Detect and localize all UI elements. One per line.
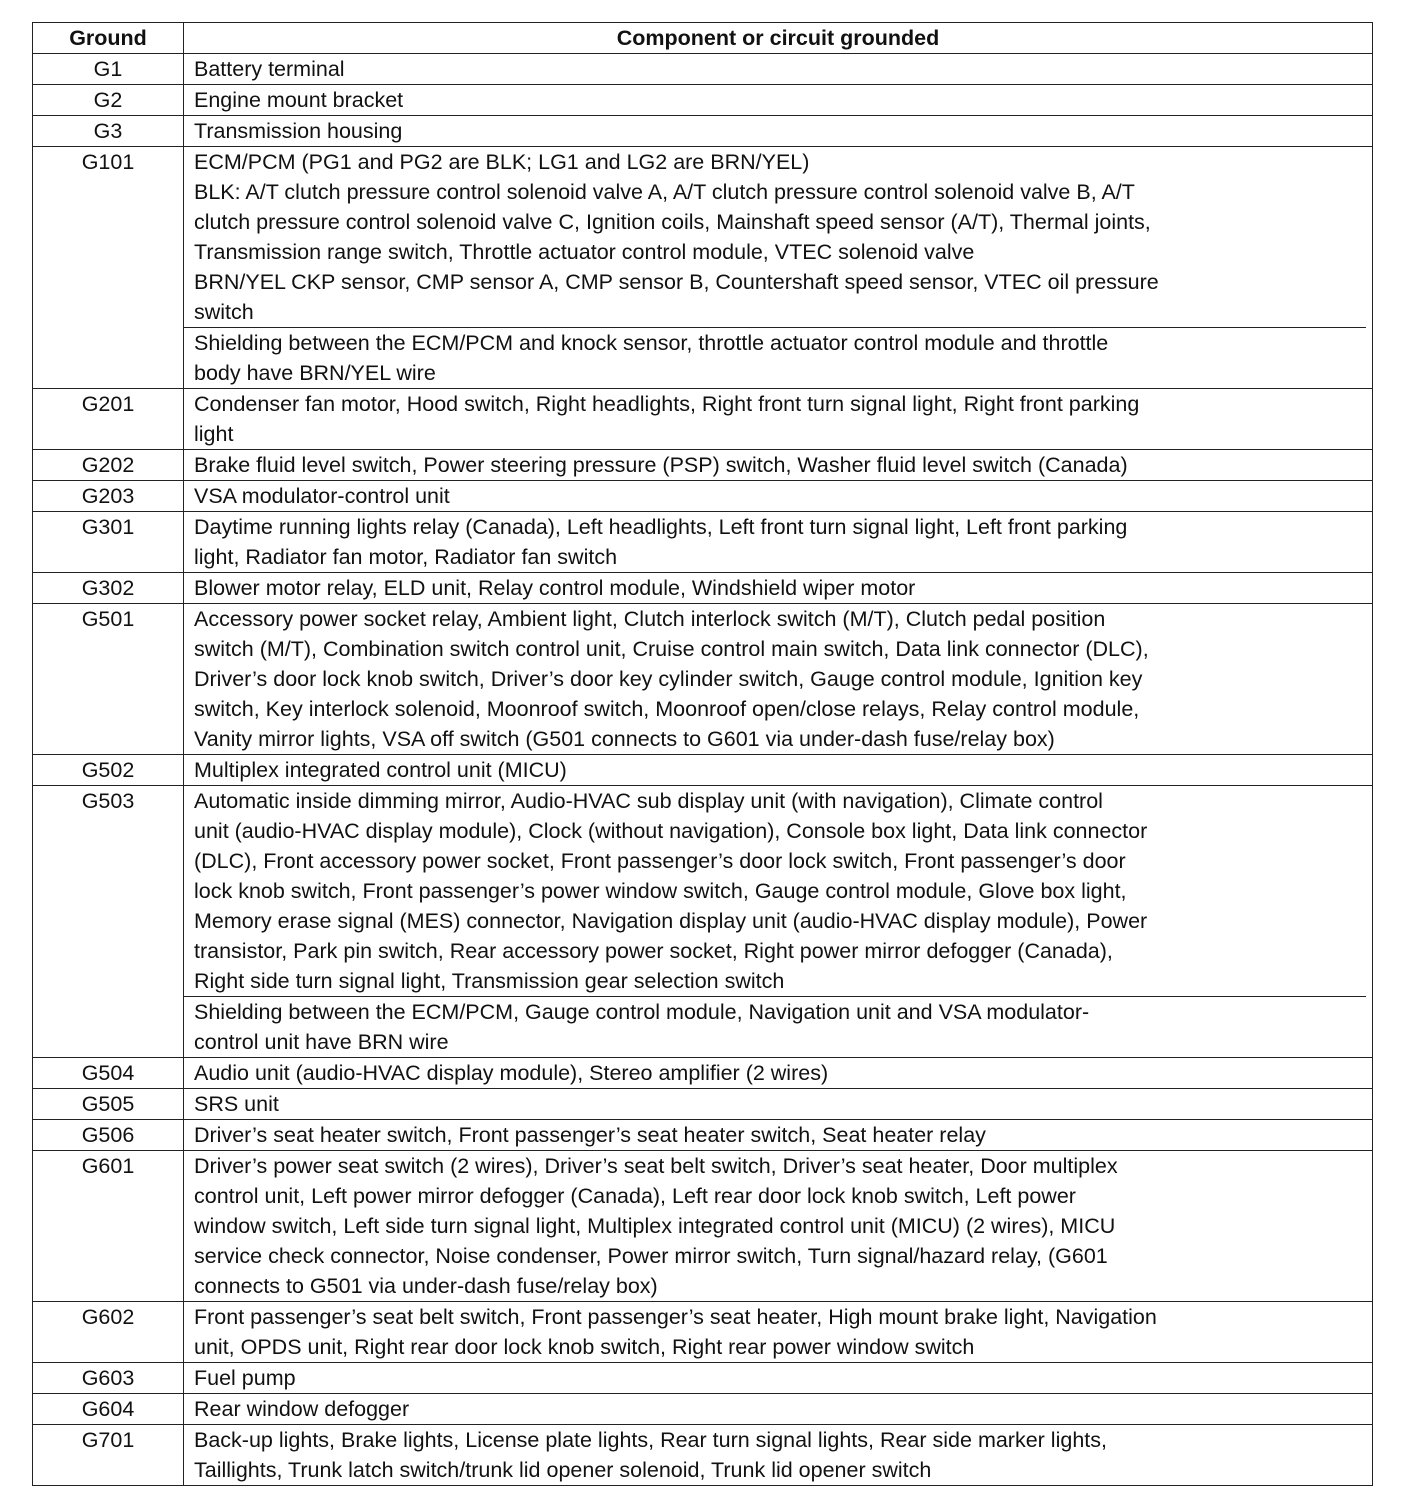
table-row <box>33 755 1373 786</box>
ground-id-cell: G503 <box>33 786 184 1058</box>
ground-id-cell: G504 <box>33 1058 184 1089</box>
component-text-line: Accessory power socket relay, Ambient light, Clutch interlock switch (M/T), Clutch pedal position <box>194 607 1106 631</box>
component-cell <box>184 85 1373 116</box>
table-row <box>33 54 1373 85</box>
ground-id-cell: G602 <box>33 1302 184 1363</box>
table-row <box>33 116 1373 147</box>
table-row <box>33 1425 1373 1486</box>
component-text-line: transistor, Park pin switch, Rear accessory power socket, Right power mirror defogger (Canada), <box>194 939 1113 963</box>
component-cell <box>184 116 1373 147</box>
component-text-line: BRN/YEL CKP sensor, CMP sensor A, CMP sensor B, Countershaft speed sensor, VTEC oil pressure <box>194 270 1159 294</box>
component-cell <box>184 147 1373 389</box>
shielding-note <box>184 996 1366 1057</box>
shielding-text-line: Shielding between the ECM/PCM and knock sensor, throttle actuator control module and throttle <box>194 331 1109 355</box>
component-cell <box>184 1394 1373 1425</box>
component-text-line: Battery terminal <box>194 57 345 81</box>
component-cell <box>184 1363 1373 1394</box>
ground-id-cell: G501 <box>33 604 184 755</box>
component-text-line: light <box>194 422 234 446</box>
component-text-line: connects to G501 via under-dash fuse/relay box) <box>194 1274 658 1298</box>
table-row <box>33 1394 1373 1425</box>
component-text-line: clutch pressure control solenoid valve C, Ignition coils, Mainshaft speed sensor (A/T), Thermal joints, <box>194 210 1151 234</box>
component-text-line: unit, OPDS unit, Right rear door lock knob switch, Right rear power window switch <box>194 1335 975 1359</box>
table-row <box>33 512 1373 573</box>
component-text-line: Driver’s door lock knob switch, Driver’s door key cylinder switch, Gauge control module, Ignition key <box>194 667 1143 691</box>
component-text-line: unit (audio-HVAC display module), Clock (without navigation), Console box light, Data link connector <box>194 819 1148 843</box>
component-column-header: Component or circuit grounded <box>184 23 1373 54</box>
component-text-line: SRS unit <box>194 1092 279 1116</box>
component-cell <box>184 573 1373 604</box>
ground-id-cell: G302 <box>33 573 184 604</box>
ground-id-cell: G201 <box>33 389 184 450</box>
ground-column-header: Ground <box>33 23 184 54</box>
component-cell <box>184 1120 1373 1151</box>
component-cell <box>184 389 1373 450</box>
component-text-line: window switch, Left side turn signal light, Multiplex integrated control unit (MICU) (2 wires), MICU <box>194 1214 1116 1238</box>
table-row <box>33 389 1373 450</box>
component-text-line: control unit, Left power mirror defogger (Canada), Left rear door lock knob switch, Left power <box>194 1184 1076 1208</box>
table-body <box>33 54 1373 1486</box>
component-text-line: Memory erase signal (MES) connector, Navigation display unit (audio-HVAC display module), Power <box>194 909 1148 933</box>
component-cell <box>184 481 1373 512</box>
ground-id-cell: G505 <box>33 1089 184 1120</box>
table-row <box>33 1151 1373 1302</box>
component-cell <box>184 54 1373 85</box>
table-row <box>33 147 1373 389</box>
shielding-text-line: body have BRN/YEL wire <box>194 361 436 385</box>
ground-id-cell: G603 <box>33 1363 184 1394</box>
ground-id-cell: G604 <box>33 1394 184 1425</box>
component-cell <box>184 512 1373 573</box>
table-row <box>33 1363 1373 1394</box>
table-row <box>33 1058 1373 1089</box>
component-text-line: Fuel pump <box>194 1366 296 1390</box>
component-text-line: light, Radiator fan motor, Radiator fan switch <box>194 545 618 569</box>
shielding-text-line: Shielding between the ECM/PCM, Gauge control module, Navigation unit and VSA modulator- <box>194 1000 1090 1024</box>
table-row <box>33 1302 1373 1363</box>
component-text-line: Driver’s power seat switch (2 wires), Driver’s seat belt switch, Driver’s seat heater, Door multiplex <box>194 1154 1118 1178</box>
component-text-line: Condenser fan motor, Hood switch, Right headlights, Right front turn signal light, Right front parking <box>194 392 1140 416</box>
table-row <box>33 1089 1373 1120</box>
component-text-line: ECM/PCM (PG1 and PG2 are BLK; LG1 and LG2 are BRN/YEL) <box>194 150 810 174</box>
component-text-line: switch <box>194 300 254 324</box>
component-cell <box>184 1058 1373 1089</box>
ground-id-cell: G601 <box>33 1151 184 1302</box>
table-row <box>33 573 1373 604</box>
ground-id-cell: G502 <box>33 755 184 786</box>
table-header-row <box>33 23 1373 54</box>
ground-id-cell: G202 <box>33 450 184 481</box>
component-text-line: lock knob switch, Front passenger’s power window switch, Gauge control module, Glove box light, <box>194 879 1127 903</box>
table-row <box>33 604 1373 755</box>
component-cell <box>184 1089 1373 1120</box>
component-text-line: switch, Key interlock solenoid, Moonroof switch, Moonroof open/close relays, Relay control module, <box>194 697 1140 721</box>
component-text-line: Right side turn signal light, Transmission gear selection switch <box>194 969 785 993</box>
component-text-line: BLK: A/T clutch pressure control solenoid valve A, A/T clutch pressure control solenoid valve B, A/T <box>194 180 1135 204</box>
component-cell <box>184 450 1373 481</box>
ground-id-cell: G1 <box>33 54 184 85</box>
component-text-line: Audio unit (audio-HVAC display module), Stereo amplifier (2 wires) <box>194 1061 829 1085</box>
ground-id-cell: G506 <box>33 1120 184 1151</box>
component-text-line: Engine mount bracket <box>194 88 404 112</box>
ground-distribution-table <box>32 22 1373 1486</box>
component-text-line: Rear window defogger <box>194 1397 410 1421</box>
component-text-line: Transmission range switch, Throttle actuator control module, VTEC solenoid valve <box>194 240 975 264</box>
ground-table-sheet <box>32 22 1372 1486</box>
table-row <box>33 85 1373 116</box>
component-text-line: Front passenger’s seat belt switch, Front passenger’s seat heater, High mount brake light, Navigation <box>194 1305 1157 1329</box>
component-text-line: (DLC), Front accessory power socket, Front passenger’s door lock switch, Front passenger’s door <box>194 849 1126 873</box>
component-cell <box>184 1151 1373 1302</box>
ground-id-cell: G203 <box>33 481 184 512</box>
table-row <box>33 786 1373 1058</box>
component-cell <box>184 1302 1373 1363</box>
component-text-line: Vanity mirror lights, VSA off switch (G501 connects to G601 via under-dash fuse/relay box) <box>194 727 1055 751</box>
component-text-line: VSA modulator-control unit <box>194 484 450 508</box>
component-text-line: Brake fluid level switch, Power steering pressure (PSP) switch, Washer fluid level switch (Canada) <box>194 453 1128 477</box>
table-row <box>33 450 1373 481</box>
component-cell <box>184 755 1373 786</box>
component-text-line: switch (M/T), Combination switch control unit, Cruise control main switch, Data link connector (DLC), <box>194 637 1149 661</box>
component-text-line: Taillights, Trunk latch switch/trunk lid opener solenoid, Trunk lid opener switch <box>194 1458 932 1482</box>
component-cell <box>184 1425 1373 1486</box>
table-row <box>33 1120 1373 1151</box>
table-row <box>33 481 1373 512</box>
shielding-text-line: control unit have BRN wire <box>194 1030 449 1054</box>
component-cell <box>184 604 1373 755</box>
component-text-line: Daytime running lights relay (Canada), Left headlights, Left front turn signal light, Left front parking <box>194 515 1128 539</box>
component-text-line: Transmission housing <box>194 119 403 143</box>
ground-id-cell: G3 <box>33 116 184 147</box>
ground-id-cell: G2 <box>33 85 184 116</box>
component-text-line: Back-up lights, Brake lights, License plate lights, Rear turn signal lights, Rear side marker lights, <box>194 1428 1107 1452</box>
component-text-line: Blower motor relay, ELD unit, Relay control module, Windshield wiper motor <box>194 576 916 600</box>
component-text-line: Automatic inside dimming mirror, Audio-HVAC sub display unit (with navigation), Climate control <box>194 789 1103 813</box>
component-text-line: Multiplex integrated control unit (MICU) <box>194 758 567 782</box>
shielding-note <box>184 327 1366 388</box>
component-text-line: service check connector, Noise condenser, Power mirror switch, Turn signal/hazard relay, (G601 <box>194 1244 1108 1268</box>
component-text-line: Driver’s seat heater switch, Front passenger’s seat heater switch, Seat heater relay <box>194 1123 986 1147</box>
ground-id-cell: G701 <box>33 1425 184 1486</box>
ground-id-cell: G301 <box>33 512 184 573</box>
component-cell <box>184 786 1373 1058</box>
ground-id-cell: G101 <box>33 147 184 389</box>
